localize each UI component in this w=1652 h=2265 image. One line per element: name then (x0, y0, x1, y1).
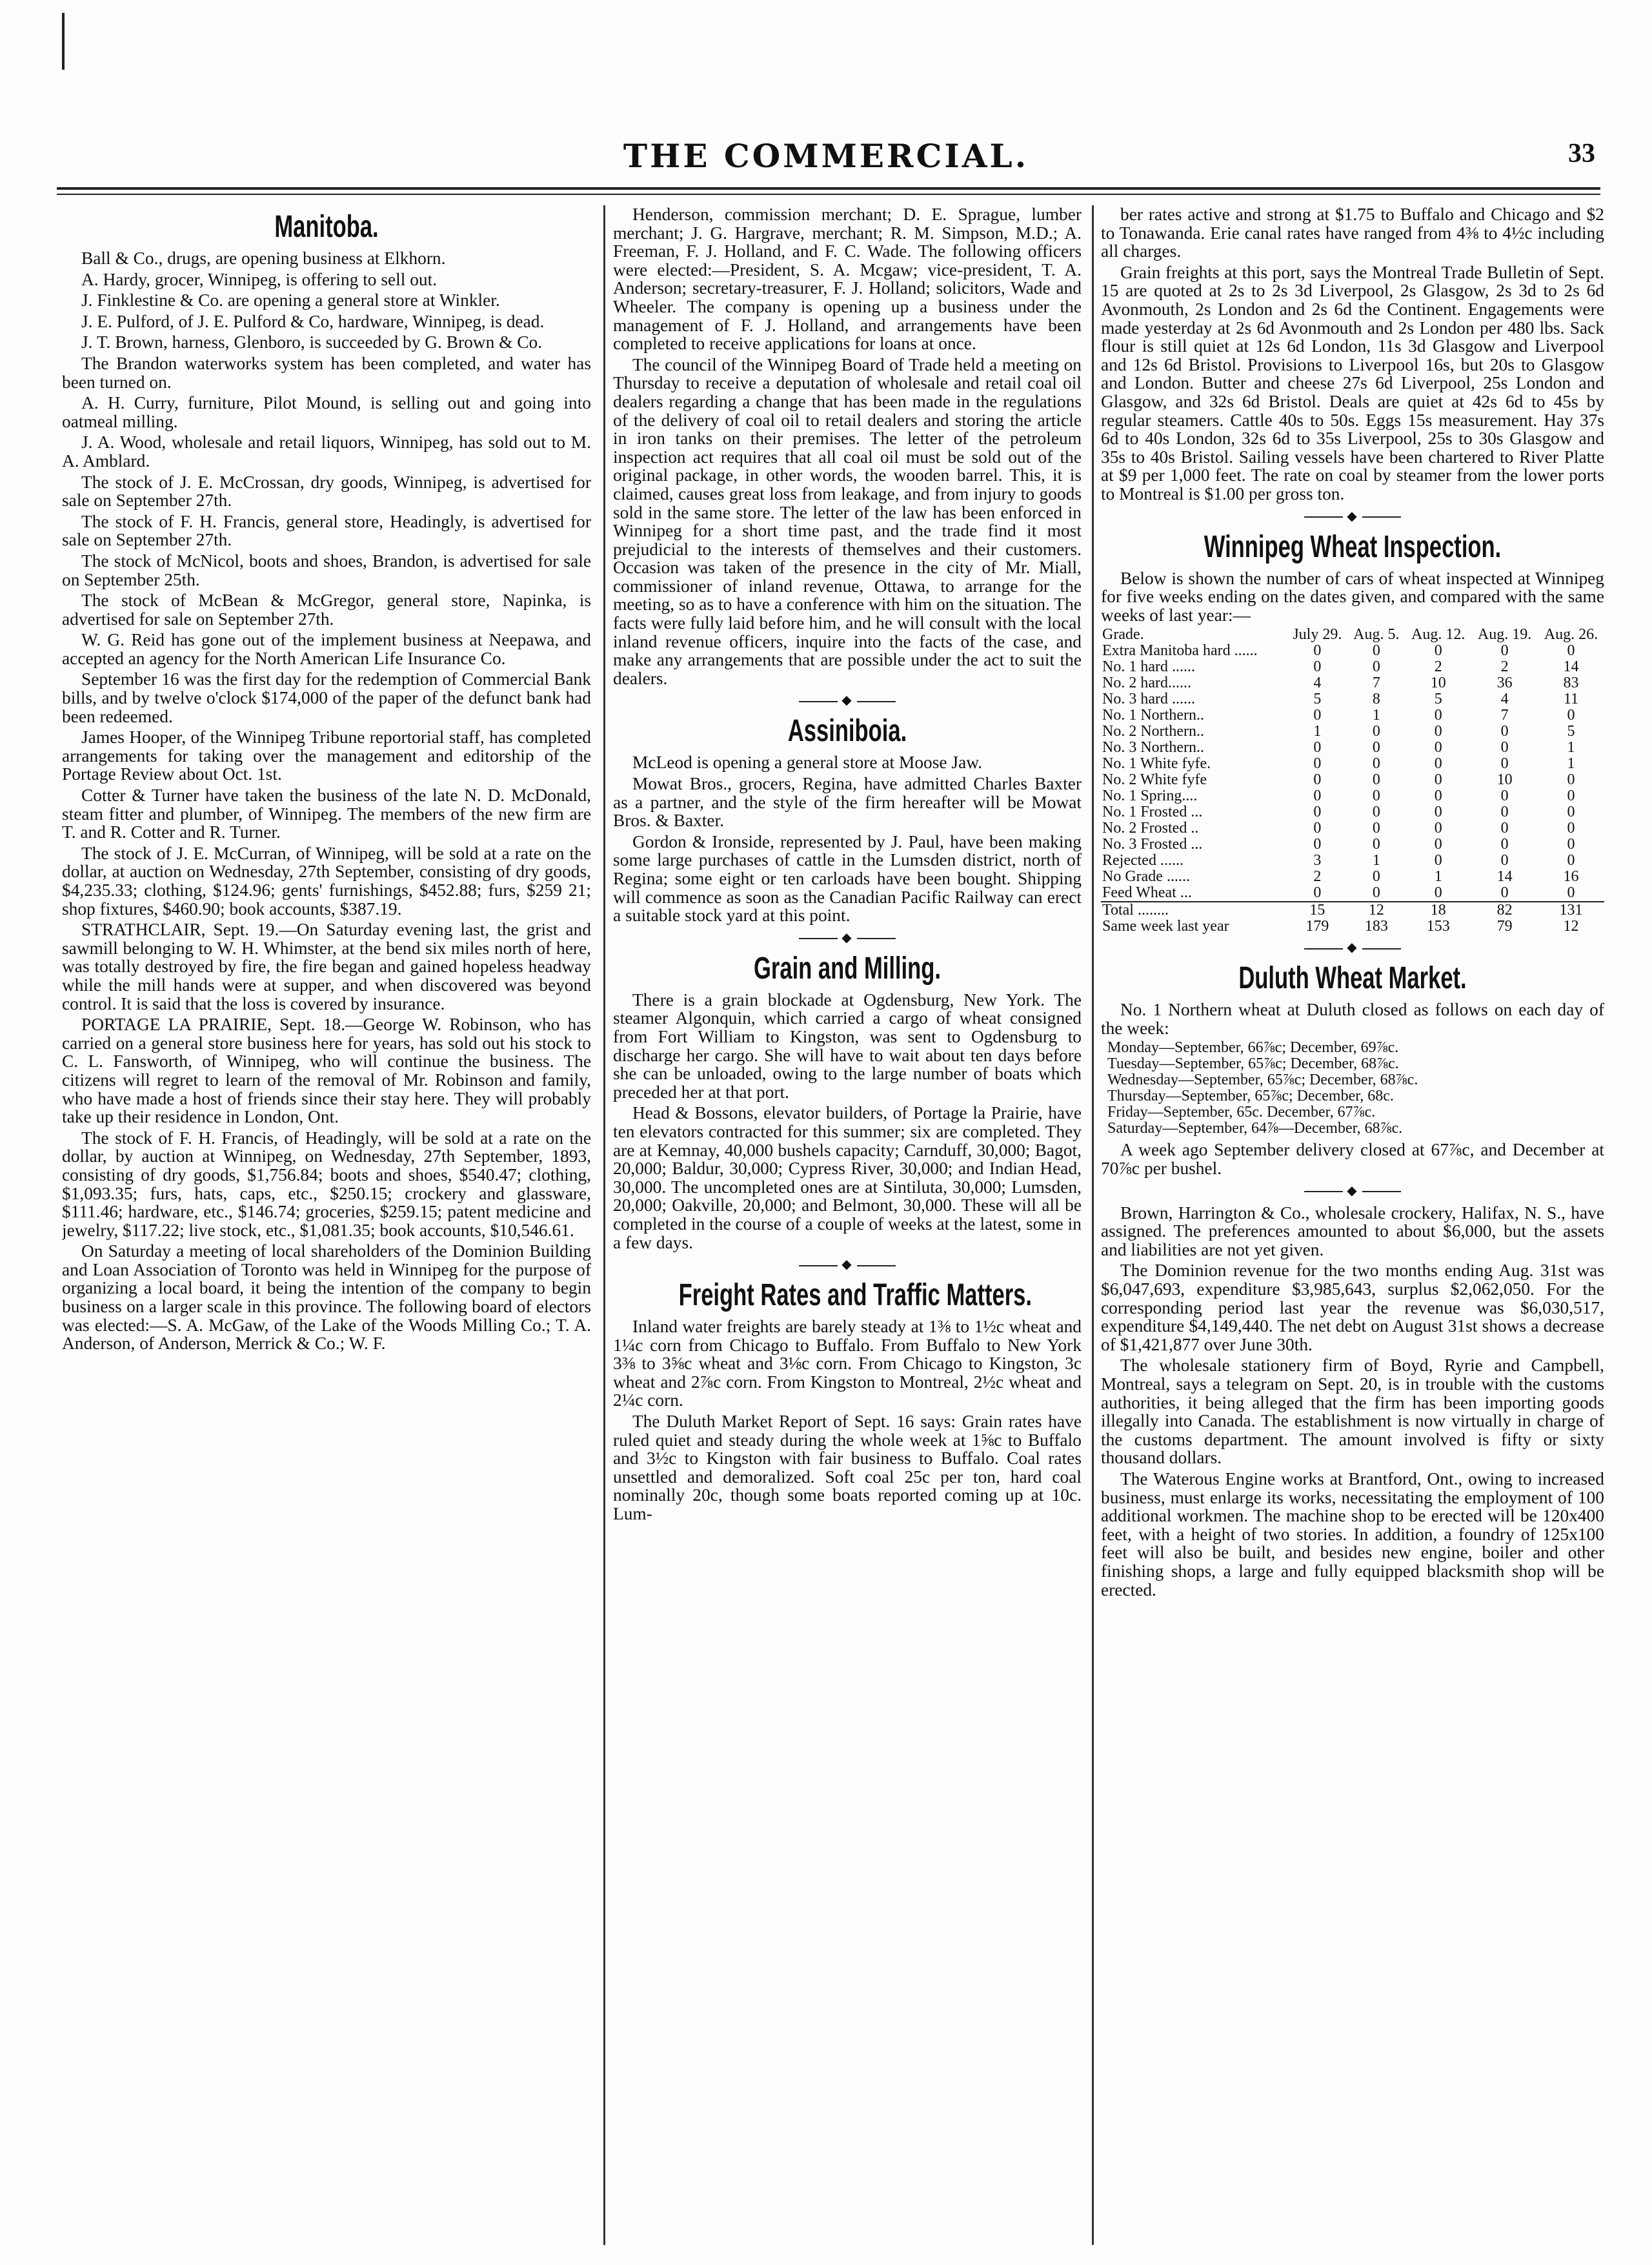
article-paragraph: ber rates active and strong at $1.75 to Buffalo and Chicago and $2 to Tonawanda. Erie canal rates have ranged from 4⅜ to 4½c including all charges. (1101, 205, 1604, 261)
article-paragraph: There is a grain blockade at Ogdensburg, New York. The steamer Algonquin, which carried a cargo of wheat consigned from Fort William to Kingston, was sent to Ogdensburg to discharge her cargo. She will have to wait about ten days before she can be unloaded, owing to the large number of boats which preceded her at that port. (613, 990, 1082, 1102)
table-cell: 0 (1372, 755, 1380, 773)
quote-line: Saturday—September, 64⅞—December, 68⅞c. (1107, 1120, 1403, 1137)
table-cell: No. 1 White fyfe. (1102, 755, 1211, 773)
table-cell: 0 (1500, 820, 1509, 837)
table-cell: 10 (1496, 771, 1513, 789)
article-paragraph: Brown, Harrington & Co., wholesale crockery, Halifax, N. S., have assigned. The preferences amounted to about $6,000, but the assets and liabilities are not yet given. (1101, 1203, 1604, 1259)
section-separator: ◆ (1101, 941, 1604, 954)
table-cell: 5 (1434, 691, 1442, 708)
article-paragraph: The council of the Winnipeg Board of Trade held a meeting on Thursday to receive a deputation of wholesale and retail coal oil dealers regarding a change that has been made in the regulations of the delivery of coal oil to retail dealers and storing the article in iron tanks on their premises. The letter of the petroleum inspection act requires that all coal oil must be sold out of the original package, in other words, the wooden barrel. This, it is claimed, causes great loss from leakage, and from injury to goods sold in the same store. The letter of the law has been enforced in Winnipeg for a short time past, and the trade find it most prejudicial to the interests of themselves and their customers. Occasion was taken of the presence in the city of Mr. Miall, commissioner of inland revenue, Ottawa, to arrange for the meeting, so as to have a conference with him on the situation. The facts were fully laid before him, and he will consult with the local inland revenue officers, inquire into the facts of the case, and make any arrangements that are possible under the act to suit the dealers. (613, 354, 1082, 688)
table-cell: No. 1 Northern.. (1102, 707, 1204, 724)
article-paragraph: The stock of F. H. Francis, of Headingly, will be sold at a rate on the dollar, by auction at Winnipeg, on Wednesday, 27th September, 1893, consisting of dry goods, $1,756.84; boots and shoes, $540.47; clothing, $1,093.35; furs, hats, caps, etc., $250.15; crockery and glassware, $111.46; hardware, etc., $146.74; groceries, $259.15; patent medicine and jewelry, $117.22; live stock, etc., $1,081.35; book accounts, $10,546.61. (62, 1128, 591, 1240)
table-cell: 11 (1563, 691, 1579, 708)
table-cell: 0 (1567, 642, 1575, 660)
table-cell: No. 3 Northern.. (1102, 739, 1204, 757)
table-cell: 1 (1372, 707, 1380, 724)
table-cell: 0 (1500, 739, 1509, 757)
table-cell: 0 (1313, 658, 1322, 676)
table-header-cell: Aug. 19. (1477, 626, 1532, 644)
table-cell: No. 2 hard...... (1102, 675, 1191, 692)
quote-line: Wednesday—September, 65⅞c; December, 68⅞c. (1107, 1072, 1418, 1089)
table-cell: 0 (1500, 642, 1509, 660)
table-cell: No Grade ...... (1102, 868, 1190, 886)
table-cell: 131 (1538, 902, 1604, 919)
table-cell: 0 (1372, 642, 1380, 660)
table-cell: 0 (1567, 707, 1575, 724)
table-cell: No. 2 Northern.. (1102, 723, 1204, 740)
section-heading-manitoba: Manitoba. (274, 210, 379, 244)
table-cell: Total ........ (1101, 902, 1287, 919)
quote-line: Monday—September, 66⅞c; December, 69⅞c. (1107, 1039, 1399, 1057)
table-row (1101, 675, 1604, 691)
table-cell: 0 (1567, 820, 1575, 837)
table-row (1101, 740, 1604, 756)
table-cell: 1 (1567, 755, 1575, 773)
column-1 (62, 205, 591, 2248)
article-paragraph: STRATHCLAIR, Sept. 19.—On Saturday evening last, the grist and sawmill belonging to W. H. Whimster, at the bend six miles north of here, was totally destroyed by fire, the fire began and gained hopeless headway while the mill hands were at supper, and when discovered was beyond control. It is said that the loss is covered by insurance. (62, 920, 591, 1013)
article-paragraph: On Saturday a meeting of local shareholders of the Dominion Building and Loan Association of Toronto was held in Winnipeg for the purpose of organizing a local board, it being the intention of the company to begin business on a larger scale in this province. The following board of electors was elected:—S. A. McGaw, of the Lake of the Woods Milling Co.; T. A. Anderson, of Anderson, Merrick & Co.; W. F. (62, 1241, 591, 1354)
table-cell: 0 (1372, 771, 1380, 789)
table-cell: 0 (1434, 884, 1442, 902)
table-cell: 0 (1372, 836, 1380, 853)
table-cell: 4 (1313, 675, 1322, 692)
section-heading-assiniboia: Assiniboia. (787, 714, 907, 749)
table-cell: 0 (1313, 642, 1322, 660)
table-cell: 0 (1434, 804, 1442, 821)
table-cell: 12 (1347, 902, 1405, 919)
table-cell: 179 (1305, 918, 1329, 935)
table-header-cell: Aug. 5. (1353, 626, 1400, 644)
table-cell: 153 (1426, 918, 1450, 935)
article-paragraph: James Hooper, of the Winnipeg Tribune reportorial staff, has completed arrangements for taking over the management and editorship of the Portage Review about Oct. 1st. (62, 727, 591, 784)
article-paragraph: The stock of J. E. McCurran, of Winnipeg, will be sold at a rate on the dollar, at auction on Wednesday, 27th September, consisting of dry goods, $4,235.33; clothing, $124.96; gents' furnishings, $452.88; furs, $259 21; shop fixtures, $460.90; book accounts, $387.19. (62, 843, 591, 919)
section-separator: ◆ (1101, 510, 1604, 523)
section-heading-freight: Freight Rates and Traffic Matters. (678, 1278, 1032, 1313)
table-row (1101, 919, 1604, 935)
article-paragraph: A. H. Curry, furniture, Pilot Mound, is selling out and going into oatmeal milling. (62, 393, 591, 431)
table-cell: No. 1 hard ...... (1102, 658, 1195, 676)
table-cell: 0 (1500, 787, 1509, 805)
article-paragraph: The Dominion revenue for the two months ending Aug. 31st was $6,047,693, expenditure $3,985,643, surplus $2,062,050. For the corresponding period last year the revenue was $6,030,517, expenditure $4,149,440. The net debt on August 31st shows a decrease of $1,421,877 over June 30th. (1101, 1261, 1604, 1354)
article-paragraph: Head & Bossons, elevator builders, of Portage la Prairie, have ten elevators contracted for this summer; six are completed. They are at Kemnay, 40,000 bushels capacity; Carnduff, 30,000; Bagot, 20,000; Baldur, 30,000; Cypress River, 30,000; and Indian Head, 30,000. The uncompleted ones are at Sintiluta, 30,000; Lumsden, 20,000; Oakville, 20,000; and Belmont, 30,000. These will all be completed in the course of a couple of weeks at the latest, some in a few days. (613, 1103, 1082, 1252)
inspection-intro: Below is shown the number of cars of wheat inspected at Winnipeg for five weeks ending on the dates given, and compared with the same weeks of last year:— (1101, 568, 1604, 625)
table-row (1101, 691, 1604, 707)
table-cell: 183 (1364, 918, 1388, 935)
table-cell: 0 (1434, 820, 1442, 837)
page-number: 33 (1568, 139, 1595, 168)
duluth-quotes (1107, 1040, 1604, 1137)
misc-articles (1101, 1204, 1604, 1599)
table-row (1101, 756, 1604, 772)
table-cell: 1 (1372, 852, 1380, 869)
section-heading-grain: Grain and Milling. (754, 951, 941, 986)
article-paragraph: W. G. Reid has gone out of the implement business at Neepawa, and accepted an agency for the North American Life Insurance Co. (62, 630, 591, 668)
table-row (1101, 772, 1604, 788)
table-cell: 0 (1313, 755, 1322, 773)
table-cell: 10 (1430, 675, 1446, 692)
table-cell: 79 (1496, 918, 1513, 935)
article-paragraph: The Waterous Engine works at Brantford, Ont., owing to increased business, must enlarge its works, necessitating the employment of 100 additional workmen. The machine shop to be erected will be 120x400 feet, with a height of two stories. In addition, a foundry of 125x100 feet will also be built, and besides new engine, boiler and other finishing shops, a large and fully equipped blacksmith shop will be erected. (1101, 1468, 1604, 1600)
masthead-title: THE COMMERCIAL. (623, 137, 1029, 175)
table-cell: 0 (1567, 884, 1575, 902)
table-cell: 0 (1500, 852, 1509, 869)
article-paragraph: Grain freights at this port, says the Montreal Trade Bulletin of Sept. 15 are quoted at 2s to 2s 3d Liverpool, 2s Glasgow, 2s 3d to 2s 6d Avonmouth, 2s London and 2s 6d the Continent. Engagements were made yesterday at 2s 6d Avonmouth and 2s London per 480 lbs. Sack flour is still quiet at 12s 6d London, 11s 3d Glasgow and Liverpool and 12s 6d Bristol. Provisions to Liverpool 16s, but 20s to Glasgow and London. Butter and cheese 27s 6d Liverpool, 25s London and Glasgow, and 32s 6d Bristol. Deals are quiet at 42s 6d to 45s by regular steamers. Cattle 40s to 50s. Eggs 15s measurement. Hay 37s 6d to 40s London, 32s 6d to 35s Liverpool, 25s to 30s Glasgow and 35s to 40s Bristol. Sailing vessels have been chartered to River Platte at $9 per 1,000 feet. The rate on coal by steamer from the lower ports to Montreal is $1.00 per gross ton. (1101, 262, 1604, 503)
margin-mark (62, 13, 65, 70)
table-cell: 0 (1434, 642, 1442, 660)
table-cell: 0 (1434, 836, 1442, 853)
table-cell: 0 (1434, 723, 1442, 740)
table-cell: 1 (1434, 868, 1442, 886)
table-cell: 0 (1500, 755, 1509, 773)
table-row (1101, 902, 1604, 919)
table-cell: 0 (1372, 884, 1380, 902)
section-separator: ◆ (613, 931, 1082, 944)
article-paragraph: Ball & Co., drugs, are opening business at Elkhorn. (81, 249, 446, 268)
table-cell: 36 (1496, 675, 1513, 692)
article-paragraph: PORTAGE LA PRAIRIE, Sept. 18.—George W. Robinson, who has carried on a general store business here for years, has sold out his stock to C. L. Fansworth, of Winnipeg, who will continue the business. The citizens will regret to learn of the removal of Mr. Robinson and family, who have made a host of friends since their stay here. They will probably take up their residence in London, Ont. (62, 1015, 591, 1127)
table-row (1101, 659, 1604, 675)
table-cell: 0 (1372, 820, 1380, 837)
table-cell: 0 (1567, 787, 1575, 805)
table-cell: 8 (1372, 691, 1380, 708)
table-header-cell: Aug. 26. (1544, 626, 1598, 644)
table-cell: 15 (1287, 902, 1347, 919)
table-cell: 0 (1313, 707, 1322, 724)
table-cell: 0 (1372, 723, 1380, 740)
table-cell: 0 (1313, 739, 1322, 757)
table-cell: 0 (1372, 868, 1380, 886)
column-divider (603, 205, 605, 2245)
table-row (1101, 853, 1604, 869)
table-header-row (1101, 627, 1604, 643)
table-cell: 1 (1567, 739, 1575, 757)
article-paragraph: The stock of McNicol, boots and shoes, Brandon, is advertised for sale on September 25th. (62, 551, 591, 589)
article-paragraph: J. E. Pulford, of J. E. Pulford & Co, hardware, Winnipeg, is dead. (81, 311, 545, 331)
table-cell: 14 (1563, 658, 1579, 676)
table-cell: No. 1 Frosted ... (1102, 804, 1203, 821)
quote-line: Friday—September, 65c. December, 67⅞c. (1107, 1104, 1376, 1121)
table-cell: 0 (1500, 884, 1509, 902)
table-row (1101, 804, 1604, 820)
article-paragraph: McLeod is opening a general store at Moose Jaw. (632, 753, 983, 773)
article-paragraph: The stock of J. E. McCrossan, dry goods, Winnipeg, is advertised for sale on September 27th. (62, 472, 591, 511)
article-paragraph: A. Hardy, grocer, Winnipeg, is offering to sell out. (81, 269, 438, 289)
table-cell: 0 (1567, 804, 1575, 821)
column-2 (613, 205, 1082, 2248)
table-cell: 0 (1434, 755, 1442, 773)
assiniboia-articles (613, 753, 1082, 924)
table-cell: 12 (1563, 918, 1579, 935)
table-cell: No. 1 Spring.... (1102, 787, 1198, 805)
table-cell: 0 (1434, 787, 1442, 805)
table-cell: No. 2 White fyfe (1102, 771, 1207, 789)
article-paragraph: J. A. Wood, wholesale and retail liquors, Winnipeg, has sold out to M. A. Amblard. (62, 432, 591, 471)
masthead-rule-thin (57, 194, 1600, 195)
article-paragraph: The stock of McBean & McGregor, general store, Napinka, is advertised for sale on September 27th. (62, 591, 591, 629)
quote-line: Thursday—September, 65⅞c; December, 68c. (1107, 1088, 1394, 1105)
table-header-cell: July 29. (1293, 626, 1342, 644)
masthead-rule (57, 187, 1600, 190)
table-cell: 0 (1313, 836, 1322, 853)
table-cell: No. 2 Frosted .. (1102, 820, 1199, 837)
continued-freight (1101, 205, 1604, 503)
table-cell: 2 (1434, 658, 1442, 676)
table-cell: 7 (1500, 707, 1509, 724)
table-cell: 0 (1313, 884, 1322, 902)
table-cell: 3 (1313, 852, 1322, 869)
grain-articles (613, 991, 1082, 1252)
table-row (1101, 820, 1604, 837)
table-cell: 0 (1500, 804, 1509, 821)
table-cell: 83 (1563, 675, 1579, 692)
table-cell: Rejected ...... (1102, 852, 1184, 869)
table-cell: 0 (1567, 836, 1575, 853)
table-row (1101, 869, 1604, 885)
manitoba-articles (62, 249, 591, 1353)
table-cell: Same week last year (1102, 918, 1229, 935)
table-cell: 5 (1567, 723, 1575, 740)
article-paragraph: J. T. Brown, harness, Glenboro, is succeeded by G. Brown & Co. (81, 332, 543, 352)
article-paragraph: September 16 was the first day for the redemption of Commercial Bank bills, and by twelve o'clock $174,000 of the paper of the defunct bank had been redeemed. (62, 669, 591, 726)
table-cell: 0 (1372, 804, 1380, 821)
table-cell: 14 (1496, 868, 1513, 886)
table-cell: 7 (1372, 675, 1380, 692)
duluth-summary: A week ago September delivery closed at 67⅞c, and December at 70⅞c per bushel. (1101, 1140, 1604, 1179)
section-heading-inspection: Winnipeg Wheat Inspection. (1204, 529, 1502, 564)
table-cell: 0 (1434, 739, 1442, 757)
table-cell: 0 (1313, 804, 1322, 821)
table-cell: 18 (1405, 902, 1471, 919)
continued-articles (613, 205, 1082, 687)
table-row (1101, 707, 1604, 724)
duluth-intro: No. 1 Northern wheat at Duluth closed as follows on each day of the week: (1101, 1000, 1604, 1038)
table-header-cell: Aug. 12. (1411, 626, 1466, 644)
table-cell: 0 (1567, 771, 1575, 789)
table-cell: 0 (1372, 658, 1380, 676)
column-3 (1101, 205, 1604, 2248)
table-cell: 5 (1313, 691, 1322, 708)
table-cell: 0 (1313, 820, 1322, 837)
article-paragraph: Mowat Bros., grocers, Regina, have admitted Charles Baxter as a partner, and the style of the firm hereafter will be Mowat Bros. & Baxter. (613, 774, 1082, 831)
table-cell: No. 3 Frosted ... (1102, 836, 1203, 853)
table-cell: 0 (1434, 771, 1442, 789)
table-cell: 2 (1500, 658, 1509, 676)
table-cell: 82 (1471, 902, 1538, 919)
article-paragraph: Henderson, commission merchant; D. E. Sprague, lumber merchant; J. G. Hargrave, merchant; R. M. Simpson, M.D.; A. Freeman, F. J. Holland, and F. C. Wade. The following officers were elected:—President, S. A. Mcgaw; vice-president, T. A. Anderson; secretary-treasurer, F. J. Holland; solicitors, Wade and Wheeler. The company is opening up a business under the management of F. J. Holland, and arrangements have been completed to receive applications for loans at once. (613, 205, 1082, 354)
table-cell: 0 (1434, 707, 1442, 724)
section-separator: ◆ (613, 694, 1082, 707)
section-separator: ◆ (1101, 1184, 1604, 1197)
freight-articles (613, 1317, 1082, 1523)
article-paragraph: Inland water freights are barely steady at 1⅜ to 1½c wheat and 1¼c corn from Chicago to Buffalo. From Buffalo to New York 3⅜ to 3⅝c wheat and 3⅛c corn. From Chicago to Kingston, 3c wheat and 2⅞c corn. From Kingston to Montreal, 2½c wheat and 2¼c corn. (613, 1317, 1082, 1410)
table-row (1101, 837, 1604, 853)
column-divider (1092, 205, 1094, 2245)
article-paragraph: The Duluth Market Report of Sept. 16 says: Grain rates have ruled quiet and steady during the whole week at 1⅝c to Buffalo and 3½c to Kingston with fair business to Buffalo. Coal rates unsettled and demoralized. Soft coal 25c per ton, hard coal nominally 20c, though some boats reported coming up at 10c. Lum- (613, 1412, 1082, 1524)
table-cell: 16 (1563, 868, 1579, 886)
table-row (1101, 885, 1604, 902)
table-cell: 1 (1313, 723, 1322, 740)
table-row (1101, 788, 1604, 804)
article-paragraph: Gordon & Ironside, represented by J. Paul, have been making some large purchases of cattle in the Lumsden district, north of Regina; some eight or ten carloads have been bought. Shipping will commence as soon as the Canadian Pacific Railway can erect a suitable stock yard at this point. (613, 831, 1082, 926)
table-cell: 0 (1567, 852, 1575, 869)
table-cell: 0 (1434, 852, 1442, 869)
table-cell: No. 3 hard ...... (1102, 691, 1195, 708)
article-paragraph: J. Finklestine & Co. are opening a general store at Winkler. (81, 290, 500, 310)
table-cell: 4 (1500, 691, 1509, 708)
article-paragraph: The wholesale stationery firm of Boyd, Ryrie and Campbell, Montreal, says a telegram on Sept. 20, is in trouble with the customs authorities, it being alleged that the firm has been importing goods illegally into Canada. The establishment is now virtually in charge of the customs department. The amount involved is fifty or sixty thousand dollars. (1101, 1356, 1604, 1468)
table-cell: 0 (1313, 771, 1322, 789)
table-cell: 0 (1313, 787, 1322, 805)
section-heading-duluth: Duluth Wheat Market. (1238, 961, 1467, 996)
table-row (1101, 724, 1604, 740)
table-cell: 2 (1313, 868, 1322, 886)
table-cell: 0 (1500, 723, 1509, 740)
wheat-inspection-table (1101, 627, 1604, 935)
article-paragraph: The Brandon waterworks system has been completed, and water has been turned on. (62, 353, 591, 392)
table-header-cell: Grade. (1102, 626, 1144, 644)
table-cell: 0 (1372, 739, 1380, 757)
article-paragraph: Cotter & Turner have taken the business of the late N. D. McDonald, steam fitter and plumber, of Winnipeg. The members of the new firm are T. and R. Cotter and R. Turner. (62, 786, 591, 842)
table-row (1101, 643, 1604, 659)
table-cell: 0 (1372, 787, 1380, 805)
article-paragraph: The stock of F. H. Francis, general store, Headingly, is advertised for sale on September 27th. (62, 511, 591, 550)
quote-line: Tuesday—September, 65⅞c; December, 68⅞c. (1107, 1055, 1399, 1073)
section-separator: ◆ (613, 1258, 1082, 1271)
table-cell: 0 (1500, 836, 1509, 853)
table-cell: Extra Manitoba hard ...... (1102, 642, 1258, 660)
table-cell: Feed Wheat ... (1102, 884, 1192, 902)
